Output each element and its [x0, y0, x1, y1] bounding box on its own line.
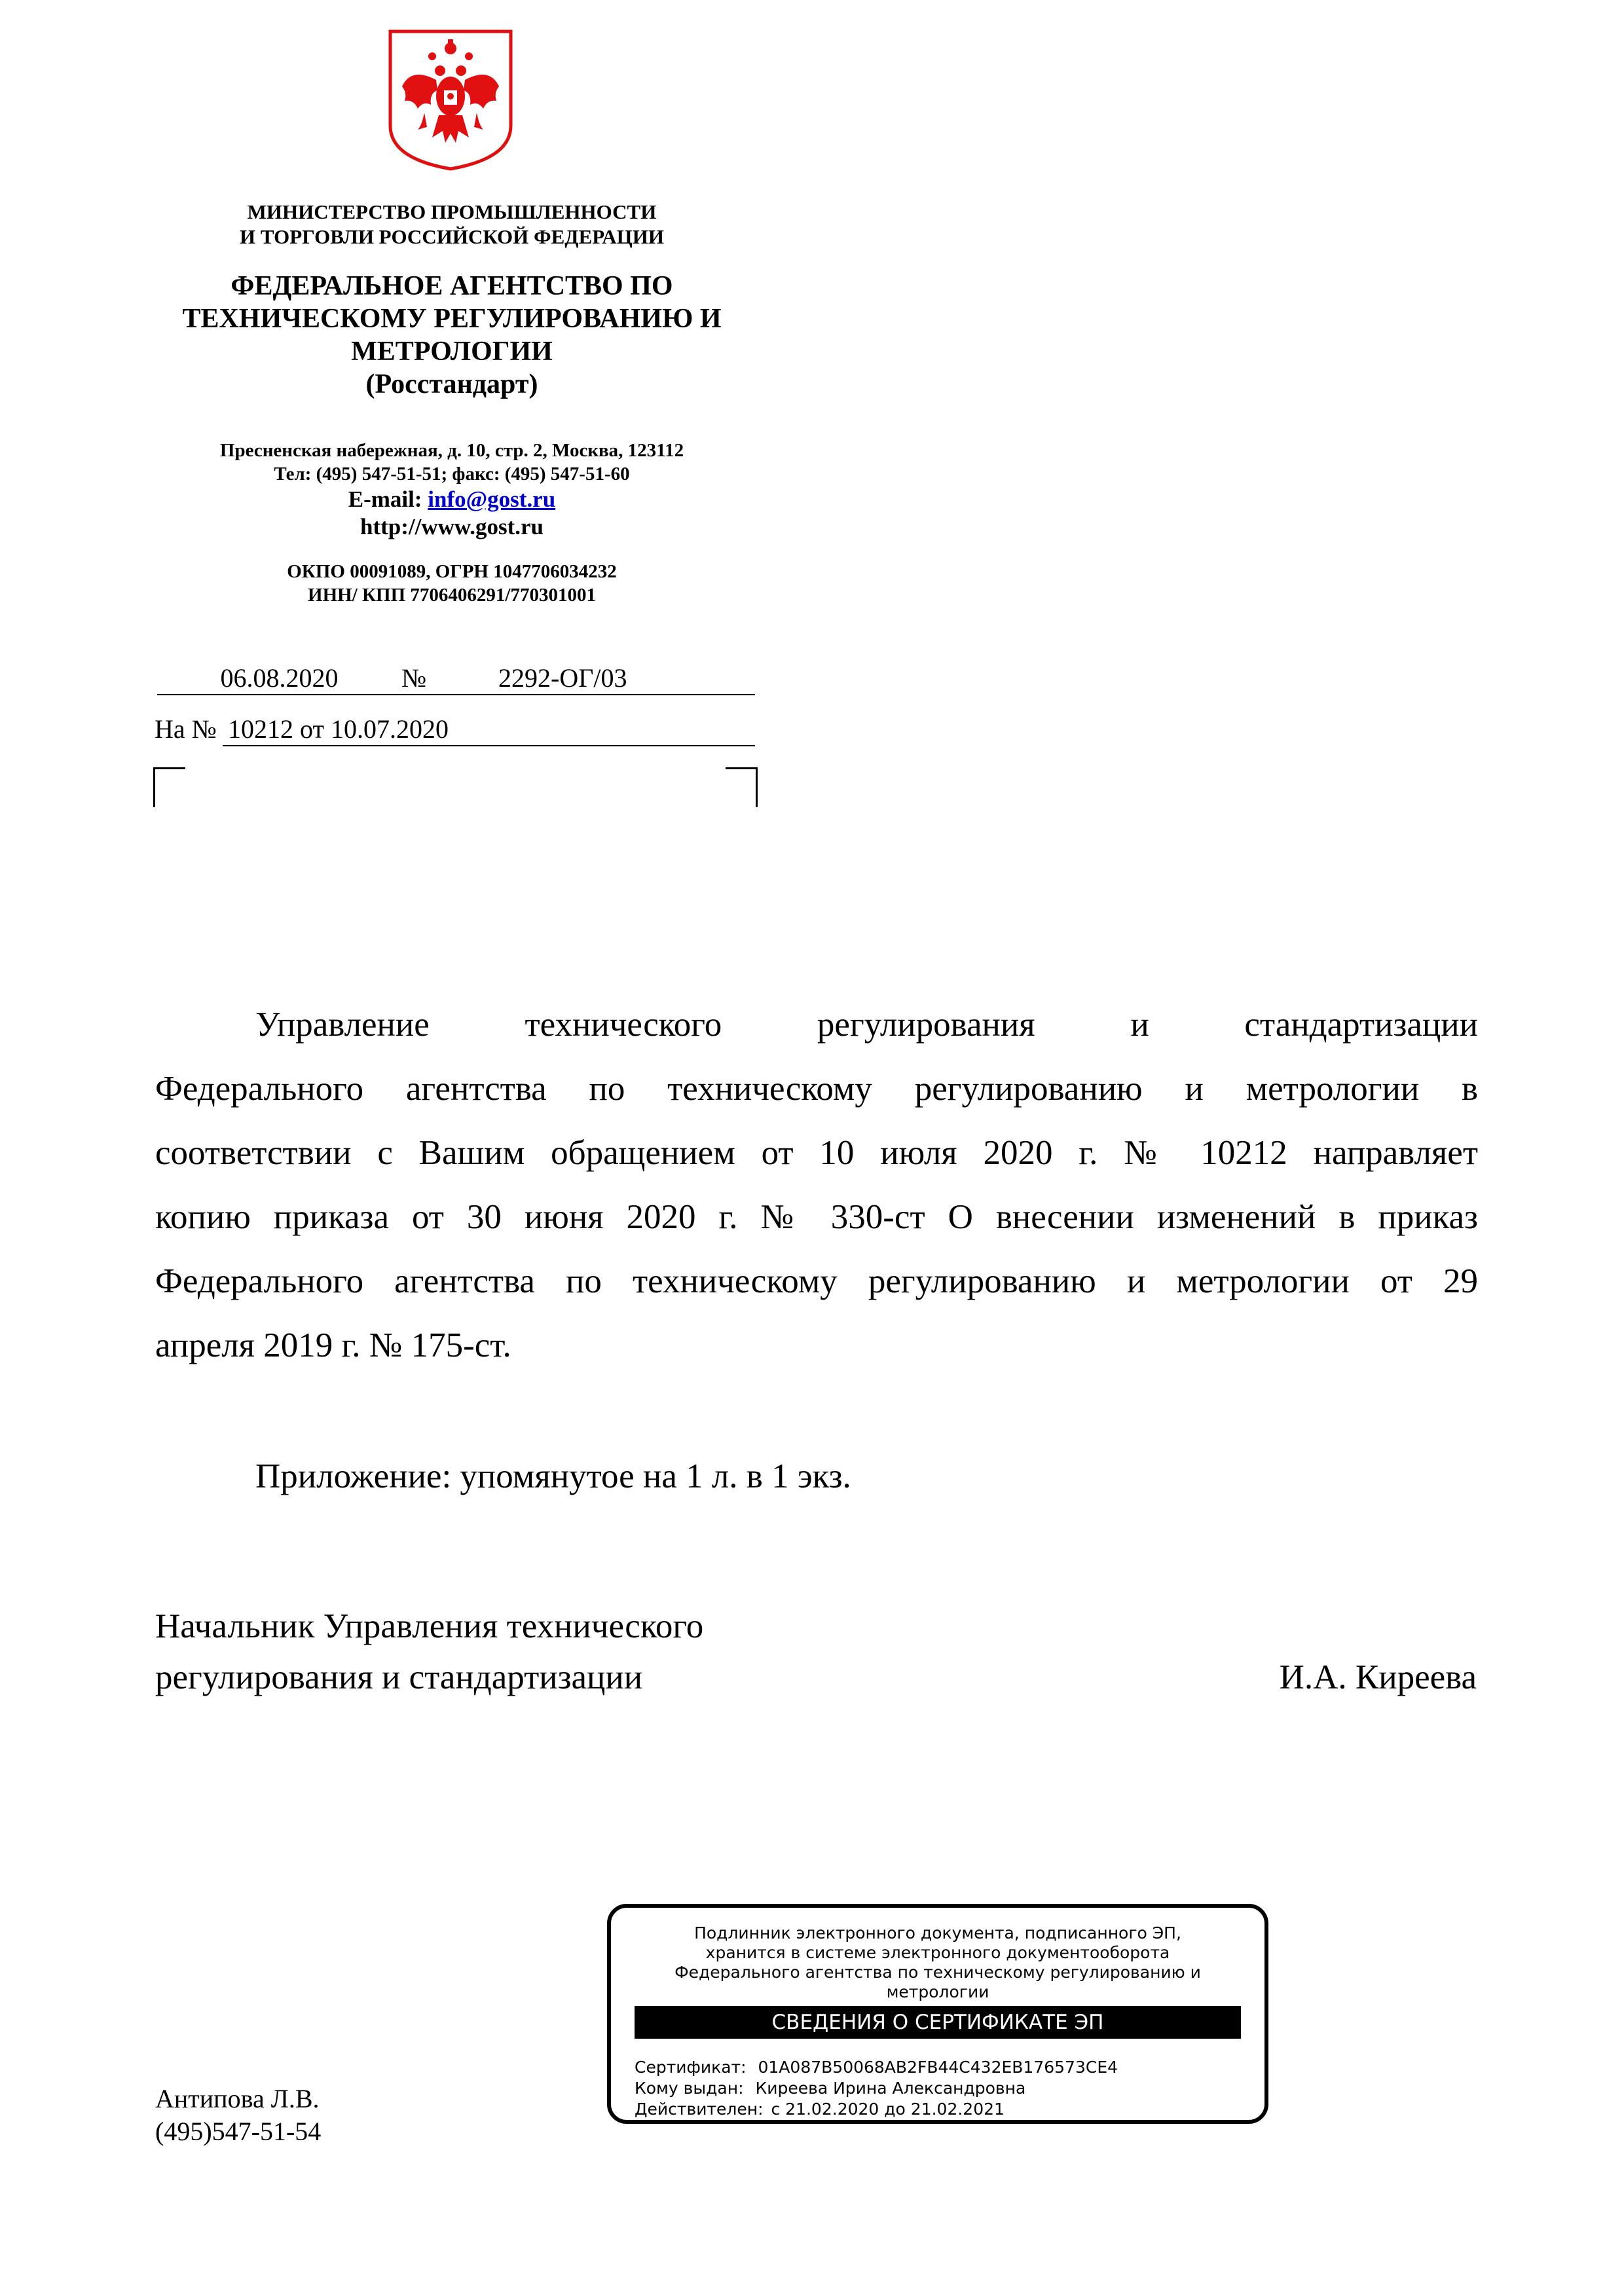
ministry-line-2: И ТОРГОВЛИ РОССИЙСКОЙ ФЕДЕРАЦИИ — [239, 225, 665, 248]
outgoing-number-row — [441, 663, 755, 695]
ministry-line-1: МИНИСТЕРСТВО ПРОМЫШЛЕННОСТИ — [247, 200, 657, 223]
issued-to-label: Кому выдан: — [635, 2079, 744, 2098]
validity-value: с 21.02.2020 до 21.02.2021 — [771, 2100, 1005, 2119]
attachment-note: Приложение: упомянутое на 1 л. в 1 экз. — [255, 1457, 851, 1495]
body-line-4: копию приказа от 30 июня 2020 г. № 330-ст О внесении изменений в приказ — [155, 1198, 1478, 1236]
executor-phone: (495)547-51-54 — [155, 2117, 322, 2146]
agency-line-2: ТЕХНИЧЕСКОМУ РЕГУЛИРОВАНИЮ И — [182, 304, 722, 334]
executor-block — [155, 2083, 321, 2148]
agency-line-1: ФЕДЕРАЛЬНОЕ АГЕНТСТВО ПО — [231, 271, 673, 301]
certificate-info-bar: СВЕДЕНИЯ О СЕРТИФИКАТЕ ЭП — [635, 2006, 1241, 2039]
certificate-value: 01A087B50068AB2FB44C432EB176573CE4 — [758, 2058, 1118, 2077]
signer-position-line-1: Начальник Управления технического — [155, 1607, 704, 1645]
body-line-5: Федерального агентства по техническому регулированию и метрологии от 29 — [155, 1262, 1478, 1300]
email-line — [131, 486, 773, 513]
validity-label: Действителен: — [635, 2100, 764, 2119]
stamp-header — [611, 1923, 1264, 2002]
certificate-row — [635, 2057, 1264, 2078]
reply-label: На № — [155, 714, 217, 744]
website: http://www.gost.ru — [360, 514, 544, 539]
coat-of-arms-icon — [385, 27, 516, 173]
body-line-1: Управление технического регулирования и стандартизации — [255, 1006, 1478, 1044]
outgoing-number: 2292-ОГ/03 — [498, 663, 627, 693]
phones: Тел: (495) 547-51-51; факс: (495) 547-51-60 — [274, 464, 630, 484]
email-link[interactable]: info@gost.ru — [428, 486, 556, 512]
e-signature-stamp — [607, 1904, 1268, 2124]
agency-name — [131, 270, 773, 401]
validity-row — [635, 2099, 1264, 2120]
body-line-3: соответствии с Вашим обращением от 10 июля 2020 г. № 10212 направляет — [155, 1134, 1478, 1172]
stamp-header-line-4: метрологии — [886, 1982, 989, 2001]
stamp-header-line-2: хранится в системе электронного документооборота — [705, 1943, 1170, 1962]
requisites — [131, 560, 773, 607]
signer-position — [155, 1601, 703, 1703]
reply-value-row — [223, 714, 755, 746]
ministry-name — [151, 200, 753, 249]
certificate-label: Сертификат: — [635, 2058, 747, 2077]
address: Пресненская набережная, д. 10, стр. 2, Москва, 123112 — [219, 440, 684, 461]
number-sign: № — [401, 663, 441, 695]
reply-value: 10212 от 10.07.2020 — [228, 714, 449, 744]
address-corner-right — [726, 767, 758, 807]
signer-name: И.А. Киреева — [1279, 1658, 1477, 1696]
okpo-ogrn: ОКПО 00091089, ОГРН 1047706034232 — [287, 561, 617, 582]
address-corner-left — [153, 767, 185, 807]
executor-name: Антипова Л.В. — [155, 2084, 320, 2113]
issued-to-value: Киреева Ирина Александровна — [755, 2079, 1026, 2098]
contacts-block — [131, 439, 773, 541]
certificate-details — [635, 2057, 1264, 2120]
body-line-2: Федерального агентства по техническому регулированию и метрологии в — [155, 1070, 1478, 1108]
agency-short-name: (Росстандарт) — [365, 369, 538, 399]
email-label: E-mail: — [348, 486, 428, 512]
stamp-header-line-1: Подлинник электронного документа, подписанного ЭП, — [694, 1923, 1181, 1942]
body-line-6: апреля 2019 г. № 175-ст. — [155, 1326, 511, 1364]
outgoing-date: 06.08.2020 — [157, 663, 401, 695]
issued-to-row — [635, 2078, 1264, 2099]
signer-position-line-2: регулирования и стандартизации — [155, 1658, 643, 1696]
stamp-header-line-3: Федерального агентства по техническому регулированию и — [674, 1963, 1201, 1982]
inn-kpp: ИНН/ КПП 7706406291/770301001 — [308, 585, 596, 606]
agency-line-3: МЕТРОЛОГИИ — [351, 337, 553, 367]
